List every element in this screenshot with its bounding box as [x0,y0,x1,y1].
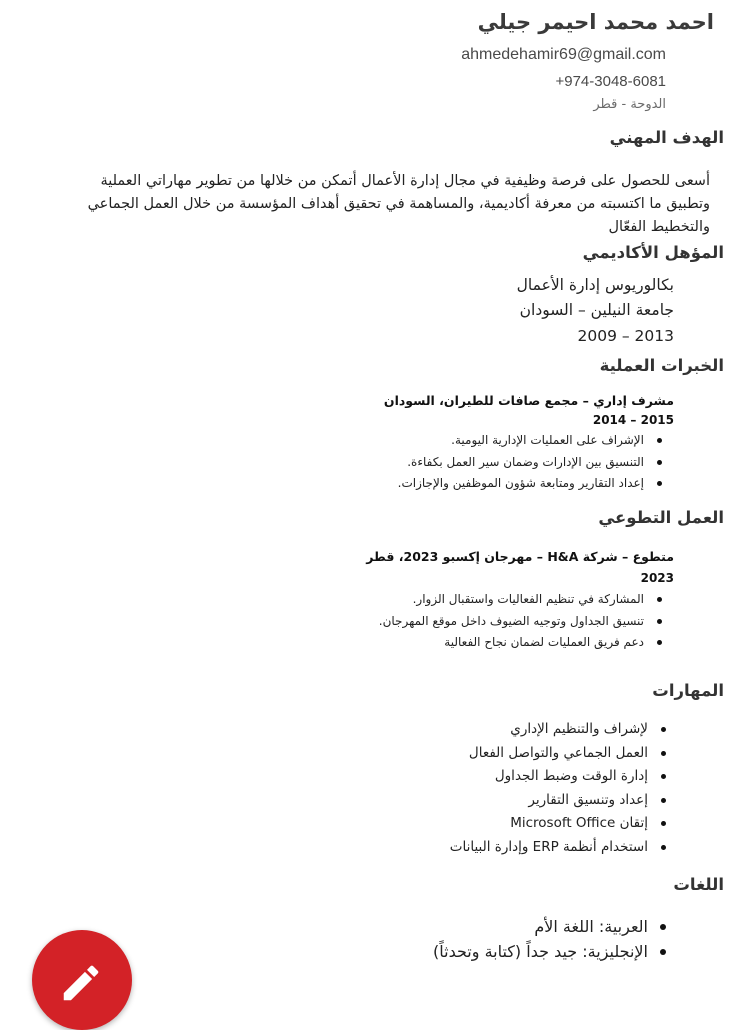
languages-heading: اللغات [673,875,724,894]
list-item: إدارة الوقت وضبط الجداول [450,765,670,789]
list-item: لإشراف والتنظيم الإداري [450,718,670,742]
education-years: 2009 – 2013 [577,327,674,345]
volunteer-year: 2023 [640,571,674,585]
list-item: تنسيق الجداول وتوجيه الضيوف داخل موقع المهرجان. [379,611,666,633]
list-item: إتقان Microsoft Office [450,812,670,836]
education-degree: بكالوريوس إدارة الأعمال [516,276,674,294]
list-item: استخدام أنظمة ERP وإدارة البيانات [450,836,670,860]
email-text: ahmedehamir69@gmail.com [461,46,666,63]
experience-years: 2014 – 2015 [592,413,674,427]
volunteer-role: متطوع – شركة H&A – مهرجان إكسبو 2023، قطر [366,549,674,564]
phone-text: +974-3048-6081 [555,73,666,90]
list-item: العمل الجماعي والتواصل الفعال [450,742,670,766]
experience-job-title: مشرف إداري – مجمع صافات للطيران، السودان [383,393,674,408]
list-item: التنسيق بين الإدارات وضمان سير العمل بكفاءة. [398,452,666,474]
objective-text: أسعى للحصول على فرصة وظيفية في مجال إدارة الأعمال أتمكن من خلالها من تطوير مهاراتي العملية وتطبيق ما اكتسبته من معرفة أكاديمية، والمساهمة في تحقيق أهداف المؤسسة من خلال العمل الجماعي والتخطيط الفعّال [87,173,710,235]
pencil-icon [58,960,104,1006]
candidate-name: احمد محمد احيمر جيلي [477,10,714,34]
list-item: إعداد التقارير ومتابعة شؤون الموظفين والإجازات. [398,473,666,495]
education-heading: المؤهل الأكاديمي [582,243,724,262]
skills-heading: المهارات [652,681,724,700]
list-item: إعداد وتنسيق التقارير [450,789,670,813]
education-university: جامعة النيلين – السودان [519,301,674,319]
list-item: الإشراف على العمليات الإدارية اليومية. [398,430,666,452]
list-item: المشاركة في تنظيم الفعاليات واستقبال الزوار. [379,589,666,611]
list-item: الإنجليزية: جيد جداً (كتابة وتحدثاً) [433,939,670,964]
location-text: الدوحة - قطر [593,97,666,112]
skills-list [450,718,670,859]
volunteer-heading: العمل التطوعي [598,508,724,527]
languages-list [433,914,670,964]
experience-heading: الخبرات العملية [599,356,724,375]
objective-heading: الهدف المهني [609,128,724,147]
edit-fab-button[interactable] [32,930,132,1030]
list-item: دعم فريق العمليات لضمان نجاح الفعالية [379,632,666,654]
volunteer-list [379,589,666,654]
list-item: العربية: اللغة الأم [433,914,670,939]
experience-list [398,430,666,495]
